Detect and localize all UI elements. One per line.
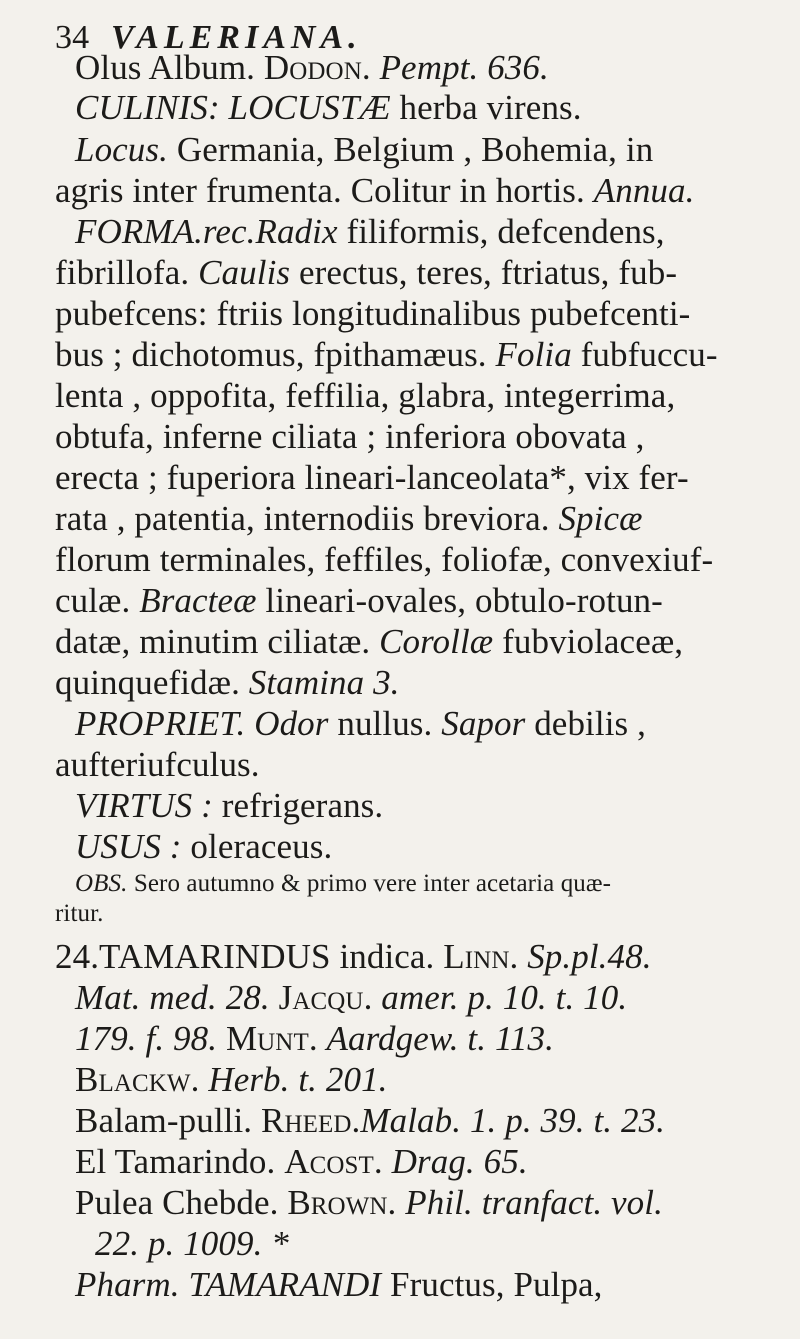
- text-line: [55, 899, 104, 929]
- text-run: quinquefidæ.: [55, 663, 249, 702]
- text-run: Germania, Belgium , Bohemia, in: [167, 130, 654, 169]
- italic-run: Pempt. 636.: [379, 48, 549, 87]
- italic-run: FORMA.rec.Radix: [75, 212, 338, 251]
- italic-run: Aardgew. t. 113.: [326, 1019, 555, 1058]
- italic-run: OBS.: [75, 870, 128, 897]
- text-run: ritur.: [55, 900, 104, 927]
- text-run: erectus, teres, ftriatus, fub-: [290, 253, 678, 292]
- text-run: lineari-ovales, obtulo-rotun-: [256, 581, 663, 620]
- page-number: 34: [55, 19, 90, 56]
- text-line: [75, 212, 665, 252]
- text-run: aufteriufculus.: [55, 745, 260, 784]
- text-run: obtufa, inferne ciliata ; inferiora obovata ,: [55, 417, 645, 456]
- text-run: [217, 1019, 226, 1058]
- text-line: [75, 1019, 554, 1059]
- italic-run: Corollæ: [379, 622, 494, 661]
- italic-run: Bracteæ: [139, 581, 257, 620]
- italic-run: Caulis: [198, 253, 291, 292]
- text-run: lenta , oppofita, feffilia, glabra, integerrima,: [55, 376, 676, 415]
- italic-run: Folia: [495, 335, 572, 374]
- text-run: agris inter frumenta. Colitur in hortis.: [55, 171, 594, 210]
- text-run: debilis ,: [525, 704, 646, 743]
- text-run: fubviolaceæ,: [493, 622, 684, 661]
- text-run: Balam-pulli.: [75, 1101, 261, 1140]
- author-abbrev: Dodon.: [263, 48, 371, 87]
- italic-run: Mat. med. 28.: [75, 978, 270, 1017]
- text-line: [55, 417, 645, 457]
- italic-run: Herb. t. 201.: [208, 1060, 388, 1099]
- author-abbrev: Brown.: [287, 1183, 397, 1222]
- text-line: [55, 253, 677, 293]
- italic-run: 22. p. 1009. *: [95, 1224, 289, 1263]
- text-run: erecta ; fuperiora lineari-lanceolata*, vix fer-: [55, 458, 689, 497]
- italic-run: VIRTUS :: [75, 786, 213, 825]
- text-line: [55, 171, 694, 211]
- italic-run: Pharm. TAMARANDI: [75, 1265, 382, 1304]
- author-abbrev: Jacqu.: [278, 978, 373, 1017]
- author-abbrev: Blackw.: [75, 1060, 200, 1099]
- text-line: [75, 48, 549, 88]
- italic-run: Stamina 3.: [248, 663, 400, 702]
- italic-run: amer. p. 10. t. 10.: [381, 978, 628, 1017]
- italic-run: PROPRIET. Odor: [75, 704, 329, 743]
- italic-run: Malab. 1. p. 39. t. 23.: [360, 1101, 666, 1140]
- text-run: oleraceus.: [181, 827, 333, 866]
- text-line: [75, 1101, 665, 1141]
- text-run: refrigerans.: [212, 786, 384, 825]
- text-run: bus ; dichotomus, fpithamæus.: [55, 335, 496, 374]
- running-title: VALERIANA.: [111, 19, 362, 56]
- italic-run: USUS :: [75, 827, 182, 866]
- text-line: [75, 869, 611, 899]
- author-abbrev: Rheed.: [261, 1101, 361, 1140]
- italic-run: Spicæ: [558, 499, 643, 538]
- italic-run: CULINIS: LOCUSTÆ: [75, 88, 391, 127]
- text-run: pubefcens: ftriis longitudinalibus pubefcenti-: [55, 294, 691, 333]
- text-run: fibrillofa.: [55, 253, 199, 292]
- text-run: florum terminales, feffiles, foliofæ, convexiuf-: [55, 540, 714, 579]
- text-run: Olus Album.: [75, 48, 264, 87]
- text-run: [396, 1183, 405, 1222]
- author-abbrev: Acost.: [284, 1142, 383, 1181]
- text-line: [75, 88, 582, 128]
- text-run: [372, 978, 381, 1017]
- italic-run: Sapor: [441, 704, 526, 743]
- text-run: Sero autumno & primo vere inter acetaria quæ-: [127, 870, 612, 897]
- text-line: [75, 1183, 663, 1223]
- text-line: [75, 786, 383, 826]
- text-run: [518, 937, 527, 976]
- italic-run: Sp.pl.48.: [527, 937, 652, 976]
- italic-run: Annua.: [593, 171, 695, 210]
- text-line: [55, 937, 652, 977]
- italic-run: 179. f. 98.: [75, 1019, 218, 1058]
- text-line: [95, 1224, 289, 1264]
- text-line: [55, 581, 663, 621]
- text-line: [75, 1265, 603, 1305]
- text-line: [55, 458, 689, 498]
- text-run: Fructus, Pulpa,: [381, 1265, 603, 1304]
- text-line: [75, 827, 332, 867]
- text-line: [55, 622, 683, 662]
- text-run: El Tamarindo.: [75, 1142, 285, 1181]
- text-line: [55, 335, 718, 375]
- text-line: [55, 294, 690, 334]
- author-abbrev: Linn.: [443, 937, 519, 976]
- text-run: 24.TAMARINDUS indica.: [55, 937, 444, 976]
- text-line: [55, 663, 400, 703]
- text-run: datæ, minutim ciliatæ.: [55, 622, 380, 661]
- text-run: rata , patentia, internodiis breviora.: [55, 499, 559, 538]
- text-line: [55, 499, 643, 539]
- text-line: [75, 978, 627, 1018]
- text-line: [75, 130, 653, 170]
- text-run: fubfuccu-: [571, 335, 718, 374]
- text-run: [371, 48, 380, 87]
- text-run: [383, 1142, 392, 1181]
- author-abbrev: Munt.: [225, 1019, 318, 1058]
- text-line: [75, 1060, 388, 1100]
- text-line: [75, 1142, 528, 1182]
- text-line: [55, 540, 713, 580]
- italic-run: Phil. tranfact. vol.: [405, 1183, 663, 1222]
- text-line: [55, 745, 260, 785]
- italic-run: Locus.: [75, 130, 168, 169]
- italic-run: Drag. 65.: [391, 1142, 528, 1181]
- text-run: culæ.: [55, 581, 140, 620]
- text-run: [318, 1019, 327, 1058]
- text-run: [199, 1060, 208, 1099]
- text-run: nullus.: [328, 704, 442, 743]
- text-run: filiformis, defcendens,: [337, 212, 665, 251]
- text-run: Pulea Chebde.: [75, 1183, 288, 1222]
- text-run: [270, 978, 279, 1017]
- text-run: herba virens.: [390, 88, 582, 127]
- text-line: [55, 376, 675, 416]
- text-line: [75, 704, 646, 744]
